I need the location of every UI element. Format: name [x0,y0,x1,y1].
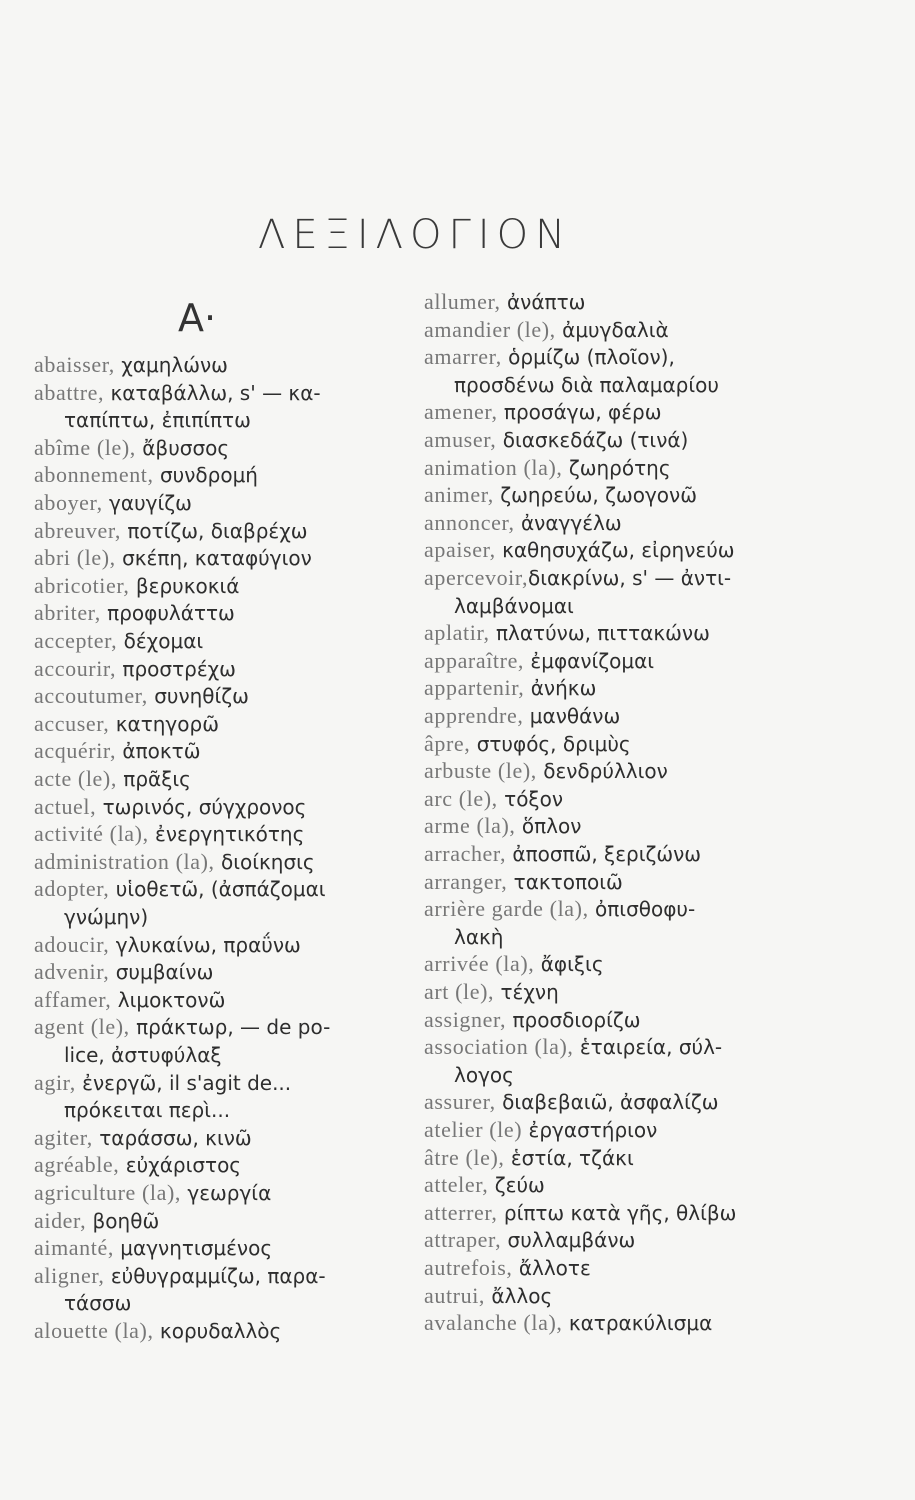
greek-translation: ἀποκτῶ [116,739,201,764]
greek-translation: λογος [454,1062,514,1087]
french-headword: aplatir, [424,620,490,646]
section-letter: A· [178,296,217,340]
french-headword: arbuste (le), [424,758,537,784]
greek-translation: ζωηρεύω, ζωογονῶ [493,483,697,508]
dictionary-entry [424,593,574,620]
dictionary-entry [34,904,148,931]
greek-translation: ταράσσω, κινῶ [92,1125,252,1150]
greek-translation: ἀμυγδαλιὰ [555,317,669,342]
dictionary-entry [424,979,559,1006]
dictionary-entry [424,510,622,537]
dictionary-entry [424,537,735,564]
dictionary-entry [424,344,675,371]
dictionary-entry [424,675,596,702]
french-headword: adopter, [34,876,110,902]
greek-translation: ζωηρότης [562,455,671,480]
french-headword: art (le), [424,979,495,1004]
french-headword: association (la), [424,1034,574,1060]
dictionary-entry [34,876,326,903]
french-headword: agir, [34,1069,76,1095]
greek-translation: ρίπτω κατὰ γῆς, θλίβω [497,1200,737,1225]
dictionary-entry [424,565,731,592]
greek-translation: μαγνητισμένος [113,1236,273,1261]
french-headword: apparaître, [424,647,525,673]
dictionary-entry [424,841,701,868]
french-headword: autrefois, [424,1255,513,1280]
greek-translation: τόξον [497,786,563,811]
greek-translation: κορυδαλλὸς [153,1319,282,1343]
french-headword: apaiser, [424,537,496,563]
dictionary-entry [424,869,623,896]
french-headword: autrui, [424,1282,486,1308]
dictionary-entry [34,407,251,434]
french-headword: acquérir, [34,738,117,764]
french-headword: agriculture (la), [34,1180,182,1205]
greek-translation: προσδιορίζω [506,1007,641,1032]
greek-translation: κατρακύλισμα [562,1311,713,1336]
greek-translation: καταβάλλω, s' — κα- [104,380,321,405]
french-headword: annoncer, [424,509,515,535]
french-headword: administration (la), [34,848,215,874]
greek-translation: δενδρύλλιον [536,759,668,784]
greek-translation: πρᾶξις [116,767,191,791]
french-headword: accoutumer, [34,683,148,709]
french-headword: atterrer, [424,1199,498,1225]
dictionary-entry [34,1125,252,1152]
greek-translation: προσδένω διὰ παλαμαρίου [454,372,719,397]
dictionary-entry [34,352,228,379]
greek-translation: τωρινός, σύγχρονος [96,794,307,819]
dictionary-entry [424,482,697,509]
greek-translation: lice, ἀστυφύλαξ [64,1043,222,1067]
french-headword: arranger, [424,868,508,894]
greek-translation: λακὴ [454,924,504,949]
dictionary-entry [34,1097,230,1124]
dictionary-entry [424,648,654,675]
dictionary-entry [424,399,662,426]
dictionary-entry [34,738,200,765]
french-headword: allumer, [424,289,501,314]
dictionary-entry [34,987,225,1014]
dictionary-entry [34,1290,131,1317]
dictionary-entry [424,1062,514,1089]
greek-translation: ἀποσπῶ, ξεριζώνω [506,842,702,866]
dictionary-entry [34,628,203,655]
dictionary-entry [34,683,249,710]
dictionary-entry [34,1042,222,1069]
french-headword: abaisser, [34,352,115,377]
greek-translation: ταπίπτω, ἐπιπίπτω [64,408,251,433]
greek-translation: στυφός, δριμὺς [470,731,631,756]
dictionary-entry [424,896,695,923]
greek-translation: γεωργία [181,1181,272,1205]
french-headword: accuser, [34,710,110,736]
dictionary-entry [34,518,308,545]
french-headword: abreuver, [34,517,121,543]
french-headword: aligner, [34,1262,105,1288]
greek-translation: ὀπισθοφυ- [588,897,696,922]
french-headword: arme (la), [424,813,516,839]
french-headword: abricotier, [34,572,130,598]
dictionary-entry [424,1200,736,1227]
french-headword: appartenir, [424,675,525,701]
greek-translation: συλλαμβάνω [501,1228,636,1253]
dictionary-entry [34,821,304,848]
dictionary-entry [34,1318,281,1345]
greek-translation: ἄφιξις [534,952,604,977]
dictionary-entry [424,731,631,758]
french-headword: amandier (le), [424,316,556,342]
greek-translation: γλυκαίνω, πραΰνω [109,932,301,957]
french-headword: animation (la), [424,454,563,480]
french-headword: affamer, [34,986,112,1012]
french-headword: aboyer, [34,490,103,515]
dictionary-entry [424,813,581,840]
greek-translation: ἑστία, τζάκι [504,1145,634,1170]
greek-translation: ἐνεργητικότης [148,822,305,847]
dictionary-entry [424,1145,634,1172]
french-headword: amarrer, [424,344,502,370]
french-headword: âpre, [424,730,471,756]
greek-translation: διαβεβαιῶ, ἀσφαλίζω [495,1090,719,1115]
dictionary-entry [424,372,719,399]
dictionary-entry [424,951,604,978]
dictionary-entry [34,1070,291,1097]
dictionary-entry [424,455,671,482]
french-headword: assigner, [424,1006,507,1032]
dictionary-entry [424,1255,591,1282]
french-headword: actuel, [34,793,97,819]
greek-translation: ἐνεργῶ, il s'agit de... [75,1070,292,1095]
dictionary-entry [34,545,312,572]
dictionary-entry [34,490,192,517]
greek-translation: συμβαίνω [109,960,214,985]
french-headword: accourir, [34,655,117,681]
dictionary-entry [34,656,236,683]
greek-translation: ἄλλος [485,1283,553,1308]
greek-translation: πρόκειται περὶ... [64,1098,231,1123]
dictionary-entry [34,1208,159,1235]
dictionary-entry [34,462,258,489]
french-headword: aider, [34,1207,87,1233]
greek-translation: υἱοθετῶ, (ἀσπάζομαι [109,877,326,902]
french-headword: agiter, [34,1124,93,1150]
french-headword: amuser, [424,427,497,452]
greek-translation: ἀνάπτω [500,290,586,314]
page-title: ΛΕΞΙΛΟΓΙΟΝ [257,212,573,258]
dictionary-entry [424,758,668,785]
greek-translation: ζεύω [488,1173,545,1198]
dictionary-entry [424,703,620,730]
greek-translation: συνηθίζω [147,684,249,709]
greek-translation: κατηγορῶ [109,711,219,736]
greek-translation: λαμβάνομαι [454,593,574,618]
french-headword: abîme (le), [34,434,136,460]
dictionary-entry [424,1283,552,1310]
dictionary-entry [34,794,306,821]
french-headword: atelier (le) [424,1117,523,1142]
french-headword: atteler, [424,1172,489,1198]
french-headword: acte (le), [34,766,117,791]
greek-translation: καθησυχάζω, εἰρηνεύω [495,538,735,563]
dictionary-entry [34,1014,330,1041]
french-headword: abattre, [34,379,105,405]
greek-translation: τέχνη [494,980,559,1004]
greek-translation: τακτοποιῶ [507,869,623,894]
french-headword: apprendre, [424,703,524,728]
french-headword: agréable, [34,1152,120,1178]
greek-translation: ἐμφανίζομαι [524,648,655,673]
french-headword: attraper, [424,1227,502,1253]
greek-translation: προφυλάττω [100,601,235,626]
greek-translation: διοίκησις [214,849,315,874]
french-headword: arrivée (la), [424,951,535,977]
dictionary-entry [34,1235,272,1262]
greek-translation: ἄβυσσος [135,435,230,460]
dictionary-entry [424,427,688,454]
dictionary-entry [424,924,503,951]
dictionary-entry [34,959,213,986]
dictionary-entry [34,1180,271,1207]
dictionary-entry [34,849,315,876]
greek-translation: πράκτωρ, — de po- [129,1015,331,1040]
greek-translation: ἀναγγέλω [514,510,622,535]
french-headword: activité (la), [34,821,149,847]
greek-translation: εὐθυγραμμίζω, παρα- [104,1263,326,1288]
greek-translation: εὐχάριστος [119,1153,242,1178]
dictionary-entry [424,786,563,813]
french-headword: âtre (le), [424,1144,505,1170]
greek-translation: γαυγίζω [102,491,192,515]
french-headword: arrière garde (la), [424,896,589,922]
dictionary-entry [34,1263,326,1290]
greek-translation: σκέπη, καταφύγιον [115,546,312,571]
dictionary-entry [34,711,219,738]
french-headword: assurer, [424,1089,496,1115]
french-headword: accepter, [34,628,118,653]
greek-translation: ἑταιρεία, σύλ- [573,1035,723,1060]
french-headword: apercevoir, [424,565,529,590]
greek-translation: λιμοκτονῶ [111,987,226,1012]
greek-translation: διακρίνω, s' — ἀντι- [528,566,732,590]
dictionary-entry [424,289,585,316]
dictionary-entry [424,620,710,647]
french-headword: arc (le), [424,785,498,811]
greek-translation: προσάγω, φέρω [497,400,662,425]
greek-translation: διασκεδάζω (τινά) [496,428,689,452]
greek-translation: γνώμην) [64,905,149,929]
french-headword: avalanche (la), [424,1310,563,1336]
dictionary-entry [424,317,669,344]
dictionary-entry [424,1007,640,1034]
greek-translation: δέχομαι [117,629,204,653]
dictionary-entry [34,1152,241,1179]
french-headword: amener, [424,399,498,425]
greek-translation: μανθάνω [523,704,621,728]
dictionary-entry [34,600,235,627]
dictionary-entry [34,380,321,407]
greek-translation: βερυκοκιά [129,573,240,598]
french-headword: advenir, [34,959,110,985]
greek-translation: ἐργαστήριον [522,1118,658,1142]
greek-translation: ποτίζω, διαβρέχω [120,518,308,543]
french-headword: abri (le), [34,545,116,571]
dictionary-entry [34,573,239,600]
french-headword: abriter, [34,600,101,626]
dictionary-entry [424,1034,722,1061]
french-headword: adoucir, [34,931,110,957]
greek-translation: ὅπλον [515,814,582,839]
greek-translation: πλατύνω, πιττακώνω [489,621,710,646]
french-headword: alouette (la), [34,1318,154,1343]
french-headword: animer, [424,482,494,508]
greek-translation: συνδρομή [153,463,258,488]
greek-translation: ἀνήκω [524,676,597,701]
dictionary-entry [424,1227,635,1254]
french-headword: aimanté, [34,1235,114,1261]
greek-translation: ὁρμίζω (πλοῖον), [501,345,675,370]
dictionary-entry [424,1310,712,1337]
french-headword: abonnement, [34,462,154,488]
french-headword: arracher, [424,841,507,866]
dictionary-entry [424,1117,657,1144]
dictionary-entry [424,1089,719,1116]
greek-translation: χαμηλώνω [114,353,228,377]
dictionary-entry [34,932,301,959]
french-headword: agent (le), [34,1014,130,1040]
dictionary-entry [424,1172,545,1199]
dictionary-entry [34,435,229,462]
greek-translation: βοηθῶ [86,1208,160,1233]
greek-translation: προστρέχω [116,656,236,681]
greek-translation: τάσσω [64,1291,132,1316]
dictionary-entry [34,766,191,793]
greek-translation: ἄλλοτε [512,1256,591,1280]
